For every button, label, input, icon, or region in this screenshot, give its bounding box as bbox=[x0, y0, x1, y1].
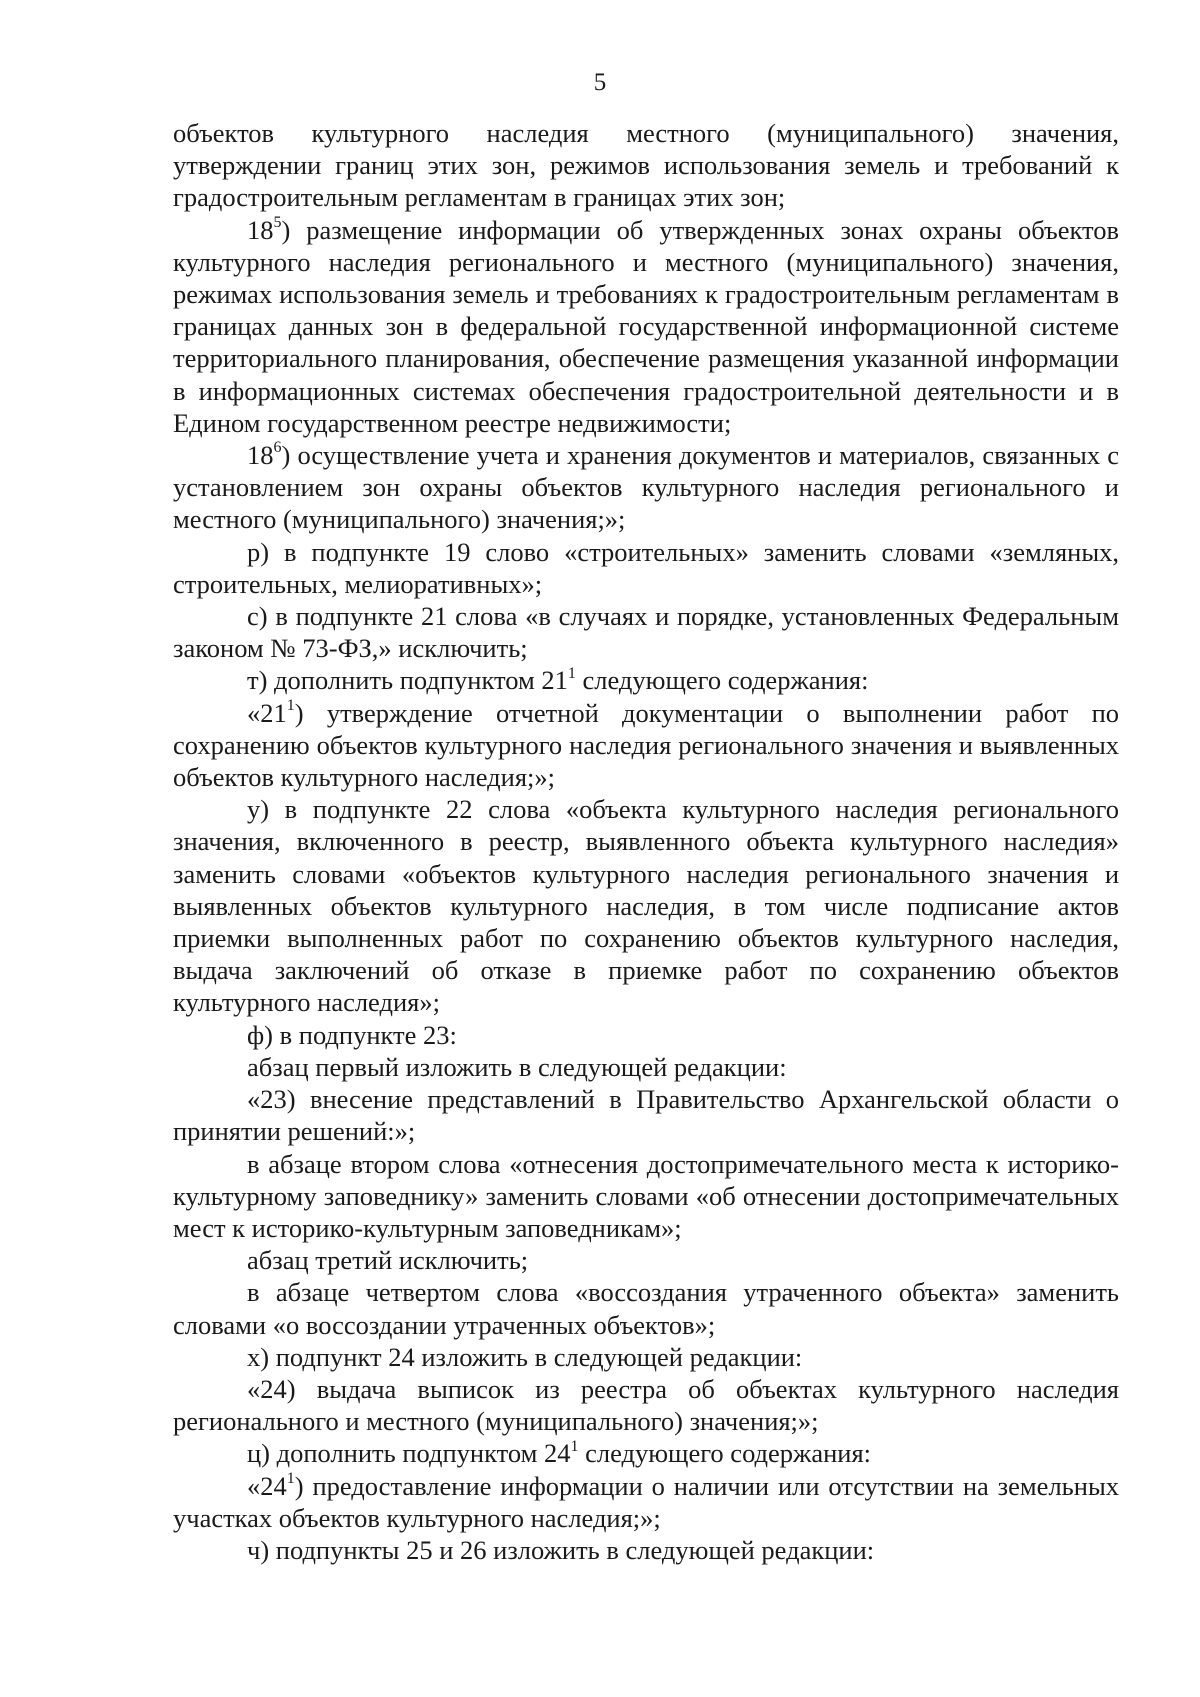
paragraph bbox=[173, 1148, 1119, 1245]
superscript: 1 bbox=[567, 664, 576, 682]
superscript: 1 bbox=[570, 1437, 579, 1455]
paragraph-text: х) подпункт 24 изложить в следующей редакции: bbox=[247, 1341, 803, 1372]
paragraph-text: у) в подпункте 22 слова «объекта культурного наследия регионального значения, включенного в реестр, выявленного объекта культурного наследия» заменить словами «объектов культурного наследия регионального значения и выявленных объектов культурного наследия, в том числе подписание актов приемки выполненных работ по сохранению объектов культурного наследия, выдача заключений об отказе в приемке работ по сохранению объектов культурного наследия»; bbox=[173, 794, 1119, 1018]
paragraph-text: р) в подпункте 19 слово «строительных» заменить словами «земляных, строительных, мелиоративных»; bbox=[173, 536, 1119, 599]
paragraph-text: с) в подпункте 21 слова «в случаях и порядке, установленных Федеральным законом № 73-ФЗ,» исключить; bbox=[173, 601, 1119, 664]
superscript: 1 bbox=[286, 696, 295, 714]
paragraph-text: ) осуществление учета и хранения документов и материалов, связанных с установлением зон охраны объектов культурного наследия регионального и местного (муниципального) значения;»; bbox=[173, 440, 1119, 535]
paragraph-text: «24) выдача выписок из реестра об объектах культурного наследия регионального и местного (муниципального) значения;»; bbox=[173, 1373, 1119, 1437]
paragraph bbox=[173, 793, 1119, 1018]
paragraph bbox=[173, 1083, 1119, 1147]
paragraph bbox=[173, 1276, 1119, 1340]
superscript: 6 bbox=[273, 439, 282, 457]
paragraph-text: ) предоставление информации о наличии или отсутствии на земельных участках объектов культурного наследия;»; bbox=[173, 1470, 1119, 1533]
paragraph bbox=[173, 1341, 1119, 1373]
superscript: 5 bbox=[273, 213, 282, 231]
paragraph bbox=[173, 117, 1119, 214]
paragraph-text: абзац третий исключить; bbox=[247, 1245, 529, 1276]
paragraph bbox=[173, 1470, 1119, 1534]
paragraph bbox=[173, 536, 1119, 600]
paragraph-lead: ц) дополнить подпунктом 24 bbox=[247, 1438, 571, 1469]
paragraph-text: ) размещение информации об утвержденных зонах охраны объектов культурного наследия регионального и местного (муниципального) значения, режимах использования земель и требованиях к градостроительным регламентам в границах данных зон в федеральной государственной информационной системе территориального планирования, обеспечение размещения указанной информации в информационных системах обеспечения градостроительной деятельности и в Едином государственном реестре недвижимости; bbox=[173, 214, 1119, 438]
paragraph-lead: «24 bbox=[247, 1470, 287, 1501]
paragraph-text: ф) в подпункте 23: bbox=[247, 1019, 457, 1050]
paragraph-text: в абзаце четвертом слова «воссоздания утраченного объекта» заменить словами «о воссоздании утраченных объектов»; bbox=[173, 1277, 1119, 1340]
paragraph bbox=[173, 1437, 1119, 1469]
paragraph-text: абзац первый изложить в следующей редакции: bbox=[247, 1051, 787, 1082]
paragraph bbox=[173, 1373, 1119, 1437]
paragraph bbox=[173, 1051, 1119, 1083]
paragraph bbox=[173, 439, 1119, 536]
paragraph bbox=[173, 600, 1119, 664]
superscript: 1 bbox=[286, 1469, 295, 1487]
paragraph bbox=[173, 697, 1119, 794]
paragraph-text: «23) внесение представлений в Правительство Архангельской области о принятии решений:»; bbox=[173, 1084, 1119, 1147]
paragraph bbox=[173, 1019, 1119, 1051]
paragraph-text: ) утверждение отчетной документации о выполнении работ по сохранению объектов культурного наследия регионального значения и выявленных объектов культурного наследия;»; bbox=[173, 697, 1119, 793]
paragraph bbox=[173, 214, 1119, 439]
paragraph bbox=[173, 1534, 1119, 1566]
paragraph-text: следующего содержания: bbox=[578, 1438, 872, 1469]
paragraph-lead: 18 bbox=[247, 440, 274, 471]
page-number: 5 bbox=[593, 69, 607, 96]
paragraph bbox=[173, 1244, 1119, 1276]
document-body bbox=[173, 117, 1119, 1566]
paragraph-lead: т) дополнить подпунктом 21 bbox=[247, 665, 568, 696]
paragraph-lead: 18 bbox=[247, 214, 274, 245]
paragraph-text: объектов культурного наследия местного (муниципального) значения, утверждении границ этих зон, режимов использования земель и требований к градостроительным регламентам в границах этих зон; bbox=[173, 118, 1119, 213]
paragraph-lead: «21 bbox=[247, 697, 287, 728]
paragraph bbox=[173, 664, 1119, 696]
paragraph-text: следующего содержания: bbox=[575, 665, 869, 696]
paragraph-text: в абзаце втором слова «отнесения достопримечательного места к историко-культурному заповеднику» заменить словами «об отнесении достопримечательных мест к историко-культурным заповедникам»; bbox=[173, 1148, 1119, 1243]
paragraph-text: ч) подпункты 25 и 26 изложить в следующей редакции: bbox=[247, 1534, 875, 1565]
